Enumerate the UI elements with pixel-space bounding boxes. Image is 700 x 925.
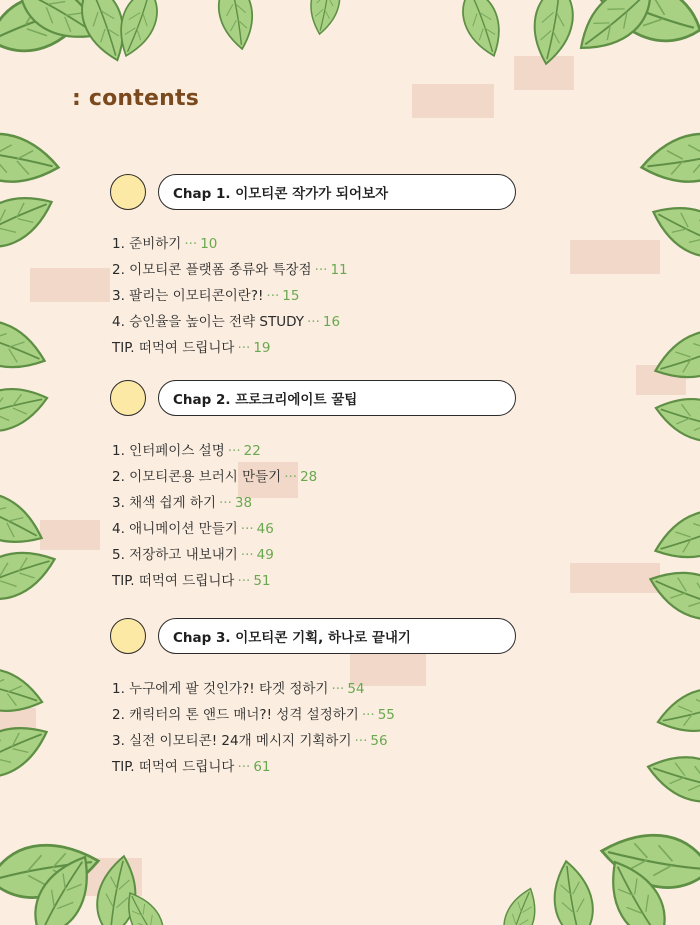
- toc-page-number: 51: [253, 573, 271, 589]
- chapter-bullet: [110, 618, 146, 654]
- toc-label: 3. 채색 쉽게 하기: [112, 495, 216, 511]
- toc-item[interactable]: [112, 754, 395, 780]
- toc-label: 1. 인터페이스 설명: [112, 443, 225, 459]
- toc-label: 1. 누구에게 팔 것인가?! 타겟 정하기: [112, 681, 329, 697]
- toc-leader: ···: [266, 288, 280, 304]
- chapter-title: Chap 1. 이모티콘 작가가 되어보자: [158, 174, 516, 210]
- chapter-title: Chap 2. 프로크리에이트 꿀팁: [158, 380, 516, 416]
- toc-leader: ···: [361, 707, 375, 723]
- toc-label: 2. 이모티콘용 브러시 만들기: [112, 469, 282, 485]
- chapter-bullet: [110, 380, 146, 416]
- toc-item[interactable]: [112, 542, 317, 568]
- toc-item[interactable]: [112, 438, 317, 464]
- toc-label: TIP. 떠먹여 드립니다: [112, 340, 235, 356]
- toc-item[interactable]: [112, 257, 348, 283]
- toc-page-number: 49: [256, 547, 274, 563]
- toc-page-number: 19: [253, 340, 271, 356]
- toc-leader: ···: [307, 314, 320, 330]
- toc-leader: ···: [284, 469, 298, 485]
- toc-page-number: 54: [347, 681, 365, 697]
- toc-page-number: 28: [300, 469, 318, 485]
- toc-label: TIP. 떠먹여 드립니다: [112, 573, 235, 589]
- chapter-3-list: [112, 676, 395, 780]
- toc-leader: ···: [237, 340, 251, 356]
- toc-page-number: 10: [200, 236, 218, 252]
- toc-item[interactable]: [112, 702, 395, 728]
- toc-leader: ···: [354, 733, 368, 749]
- toc-label: 3. 팔리는 이모티콘이란?!: [112, 288, 264, 304]
- toc-page-number: 55: [377, 707, 395, 723]
- toc-page-number: 11: [330, 262, 348, 278]
- chapter-bullet: [110, 174, 146, 210]
- contents-heading: : contents: [72, 86, 199, 111]
- toc-item[interactable]: [112, 231, 348, 257]
- chapter-3-header: [110, 618, 520, 654]
- toc-item[interactable]: [112, 728, 395, 754]
- toc-label: 4. 승인율을 높이는 전략 STUDY: [112, 314, 305, 330]
- toc-label: 2. 캐릭터의 톤 앤드 매너?! 성격 설정하기: [112, 707, 359, 723]
- toc-item[interactable]: [112, 516, 317, 542]
- toc-page-number: 61: [253, 759, 271, 775]
- toc-page-number: 22: [243, 443, 261, 459]
- chapter-title: Chap 3. 이모티콘 기획, 하나로 끝내기: [158, 618, 516, 654]
- toc-label: 1. 준비하기: [112, 236, 182, 252]
- chapter-2-list: [112, 438, 317, 594]
- toc-leader: ···: [237, 573, 251, 589]
- toc-item[interactable]: [112, 335, 348, 361]
- toc-label: 2. 이모티콘 플랫폼 종류와 특장점: [112, 262, 312, 278]
- toc-leader: ···: [240, 521, 254, 537]
- toc-page-number: 16: [322, 314, 341, 330]
- chapter-2-header: [110, 380, 520, 416]
- toc-page-number: 38: [234, 495, 253, 511]
- toc-leader: ···: [240, 547, 254, 563]
- toc-leader: ···: [314, 262, 328, 278]
- toc-item[interactable]: [112, 568, 317, 594]
- chapter-1-list: [112, 231, 348, 361]
- toc-page-number: 15: [282, 288, 300, 304]
- chapter-1-header: [110, 174, 520, 210]
- toc-leader: ···: [184, 236, 198, 252]
- toc-label: 4. 애니메이션 만들기: [112, 521, 238, 537]
- toc-label: 5. 저장하고 내보내기: [112, 547, 238, 563]
- toc-page-number: 56: [370, 733, 388, 749]
- toc-label: TIP. 떠먹여 드립니다: [112, 759, 235, 775]
- toc-page-number: 46: [256, 521, 274, 537]
- toc-leader: ···: [237, 759, 251, 775]
- toc-item[interactable]: [112, 464, 317, 490]
- toc-label: 3. 실전 이모티콘! 24개 메시지 기획하기: [112, 733, 352, 749]
- toc-item[interactable]: [112, 309, 348, 335]
- toc-leader: ···: [227, 443, 241, 459]
- toc-item[interactable]: [112, 676, 395, 702]
- toc-item[interactable]: [112, 490, 317, 516]
- toc-leader: ···: [219, 495, 232, 511]
- toc-item[interactable]: [112, 283, 348, 309]
- toc-leader: ···: [331, 681, 345, 697]
